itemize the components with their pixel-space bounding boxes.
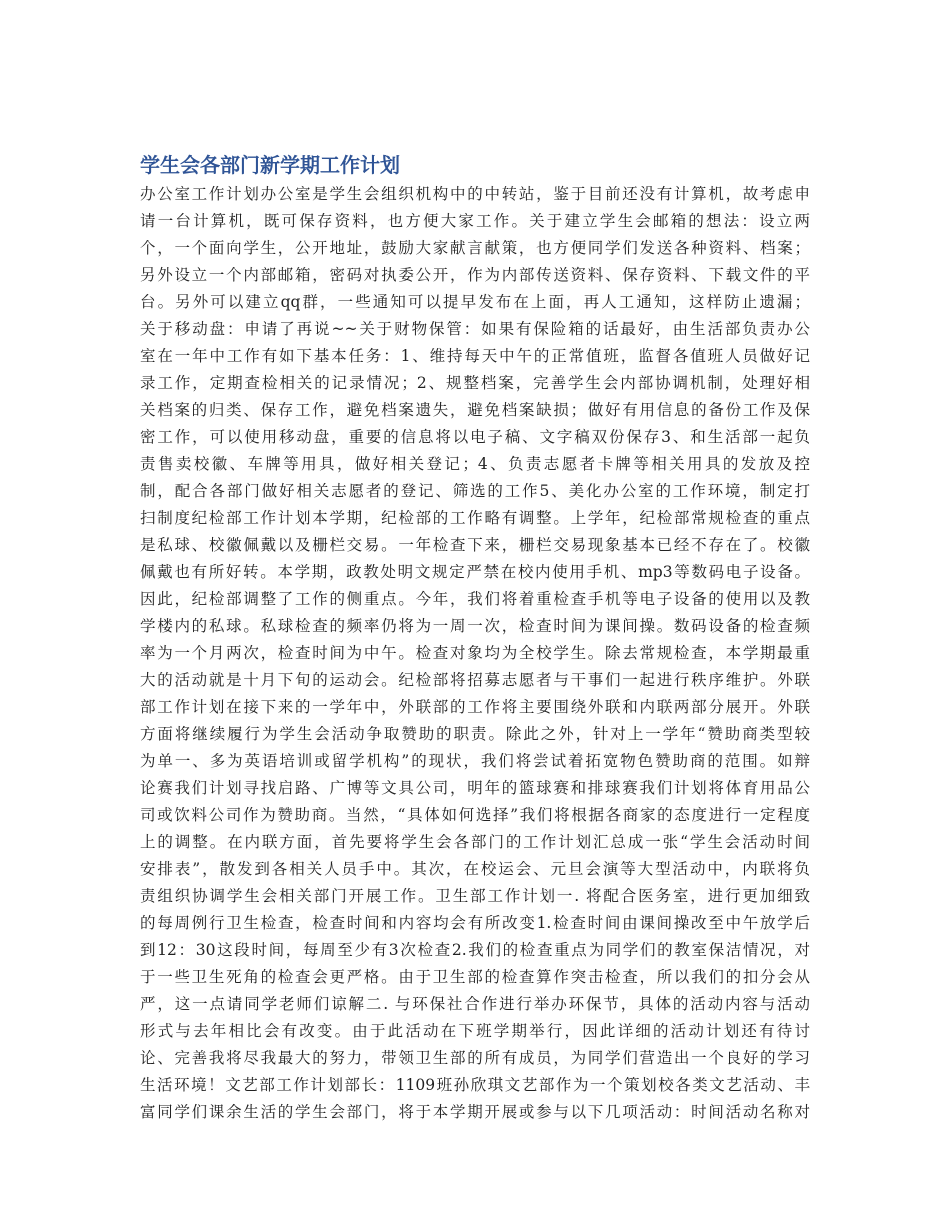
body-line: 室在一年中工作有如下基本任务：1、维持每天中午的正常值班，监督各值班人员做好记 bbox=[140, 347, 810, 365]
body-line: 大的活动就是十月下旬的运动会。纪检部将招募志愿者与干事们一起进行秩序维护。外联 bbox=[140, 671, 810, 689]
body-line: 关档案的归类、保存工作，避免档案遗失，避免档案缺损；做好有用信息的备份工作及保 bbox=[140, 401, 810, 419]
body-line: 责售卖校徽、车牌等用具，做好相关登记；4、负责志愿者卡牌等相关用具的发放及控 bbox=[140, 455, 810, 473]
body-line: 论赛我们计划寻找启路、广博等文具公司，明年的篮球赛和排球赛我们计划将体育用品公 bbox=[140, 779, 810, 797]
body-line: 富同学们课余生活的学生会部门，将于本学期开展或参与以下几项活动：时间活动名称对 bbox=[140, 1103, 810, 1121]
body-line: 是私球、校徽佩戴以及栅栏交易。一年检查下来，栅栏交易现象基本已经不存在了。校徽 bbox=[140, 536, 810, 554]
body-line: 个，一个面向学生，公开地址，鼓励大家献言献策，也方便同学们发送各种资料、档案； bbox=[140, 239, 810, 257]
body-line: 为单一、多为英语培训或留学机构”的现状，我们将尝试着拓宽物色赞助商的范围。如辩 bbox=[140, 752, 810, 770]
body-line: 方面将继续履行为学生会活动争取赞助的职责。除此之外，针对上一学年“赞助商类型较 bbox=[140, 725, 810, 743]
body-line: 扫制度纪检部工作计划本学期，纪检部的工作略有调整。上学年，纪检部常规检查的重点 bbox=[140, 509, 810, 527]
body-line: 学楼内的私球。私球检查的频率仍将为一周一次，检查时间为课间操。数码设备的检查频 bbox=[140, 617, 810, 635]
body-line: 请一台计算机，既可保存资料，也方便大家工作。关于建立学生会邮箱的想法：设立两 bbox=[140, 212, 810, 230]
body-line: 部工作计划在接下来的一学年中，外联部的工作将主要围绕外联和内联两部分展开。外联 bbox=[140, 698, 810, 716]
document-body bbox=[140, 181, 810, 1126]
body-line: 佩戴也有所好转。本学期，政教处明文规定严禁在校内使用手机、mp3等数码电子设备。 bbox=[140, 563, 810, 581]
body-line: 安排表”，散发到各相关人员手中。其次，在校运会、元旦会演等大型活动中，内联将负 bbox=[140, 860, 810, 878]
body-line: 形式与去年相比会有改变。由于此活动在下班学期举行，因此详细的活动计划还有待讨 bbox=[140, 1022, 810, 1040]
body-line: 密工作，可以使用移动盘，重要的信息将以电子稿、文字稿双份保存3、和生活部一起负 bbox=[140, 428, 810, 446]
body-line: 的每周例行卫生检查，检查时间和内容均会有所改变1.检查时间由课间操改至中午放学后 bbox=[140, 914, 810, 932]
body-line: 录工作，定期查检相关的记录情况；2、规整档案，完善学生会内部协调机制，处理好相 bbox=[140, 374, 810, 392]
body-line: 关于移动盘：申请了再说~~关于财物保管：如果有保险箱的话最好，由生活部负责办公 bbox=[140, 320, 810, 338]
body-line: 到12：30这段时间，每周至少有3次检查2.我们的检查重点为同学们的教室保洁情况，对 bbox=[140, 941, 810, 959]
body-line: 另外设立一个内部邮箱，密码对执委公开，作为内部传送资料、保存资料、下载文件的平 bbox=[140, 266, 810, 284]
body-line: 因此，纪检部调整了工作的侧重点。今年，我们将着重检查手机等电子设备的使用以及教 bbox=[140, 590, 810, 608]
body-line: 上的调整。在内联方面，首先要将学生会各部门的工作计划汇总成一张“学生会活动时间 bbox=[140, 833, 810, 851]
body-line: 司或饮料公司作为赞助商。当然，“具体如何选择”我们将根据各商家的态度进行一定程度 bbox=[140, 806, 810, 824]
body-line: 生活环境！文艺部工作计划部长：1109班孙欣琪文艺部作为一个策划校各类文艺活动、丰 bbox=[140, 1076, 810, 1094]
body-line: 率为一个月两次，检查时间为中午。检查对象均为全校学生。除去常规检查，本学期最重 bbox=[140, 644, 810, 662]
body-line: 论、完善我将尽我最大的努力，带领卫生部的所有成员，为同学们营造出一个良好的学习 bbox=[140, 1049, 810, 1067]
body-line: 办公室工作计划办公室是学生会组织机构中的中转站，鉴于目前还没有计算机，故考虑申 bbox=[140, 185, 810, 203]
body-line: 责组织协调学生会相关部门开展工作。卫生部工作计划一. 将配合医务室，进行更加细致 bbox=[140, 887, 810, 905]
body-line: 制，配合各部门做好相关志愿者的登记、筛选的工作5、美化办公室的工作环境，制定打 bbox=[140, 482, 810, 500]
body-line: 严，这一点请同学老师们谅解二. 与环保社合作进行举办环保节，具体的活动内容与活动 bbox=[140, 995, 810, 1013]
body-line: 于一些卫生死角的检查会更严格。由于卫生部的检查算作突击检查，所以我们的扣分会从 bbox=[140, 968, 810, 986]
body-line: 台。另外可以建立qq群，一些通知可以提早发布在上面，再人工通知，这样防止遗漏； bbox=[140, 293, 810, 311]
document-title: 学生会各部门新学期工作计划 bbox=[140, 153, 400, 177]
